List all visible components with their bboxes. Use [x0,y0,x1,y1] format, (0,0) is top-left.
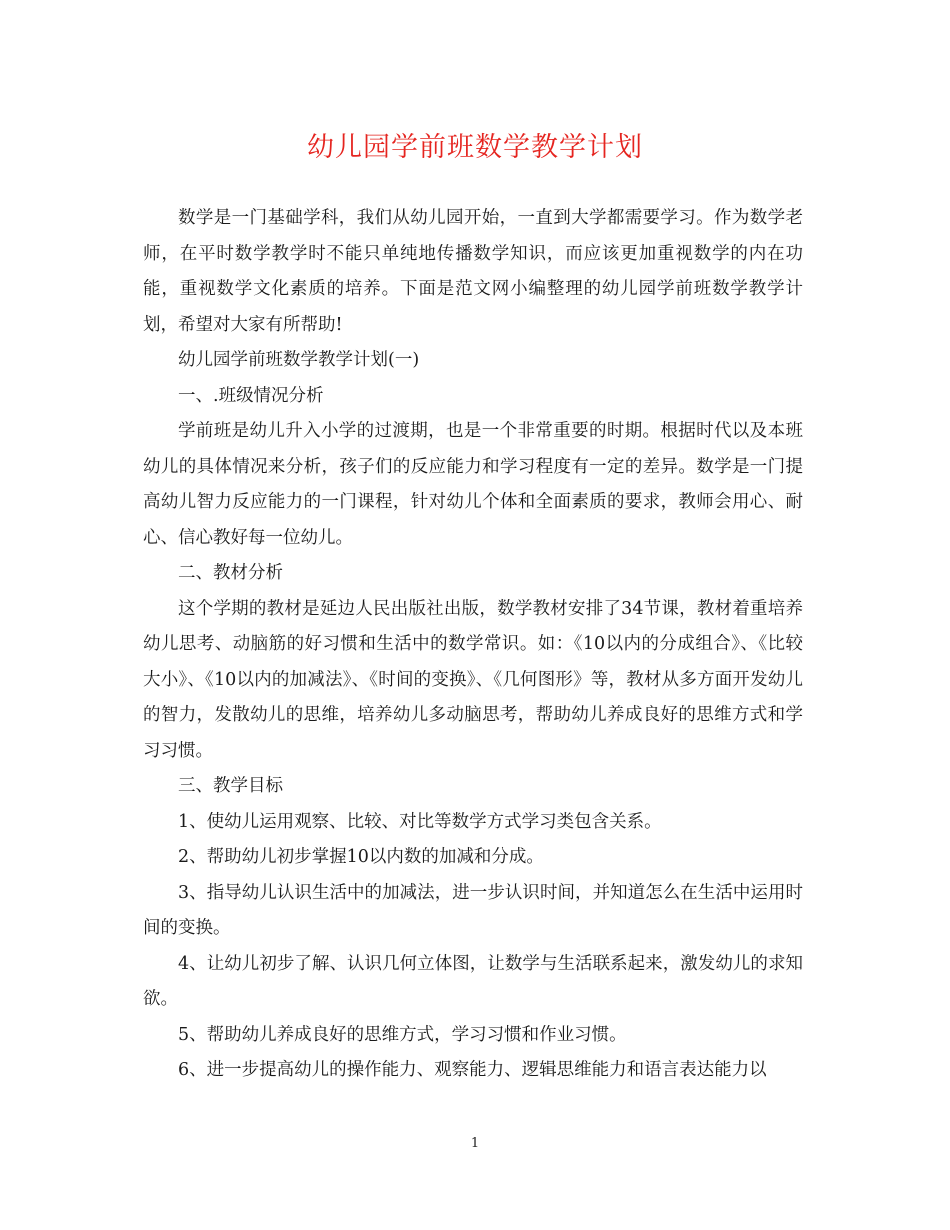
goal-item-5: 5、帮助幼儿养成良好的思维方式，学习习惯和作业习惯。 [178,1024,627,1045]
section-heading-teaching-goals: 三、教学目标 [178,776,283,796]
document-title: 幼儿园学前班数学教学计划 [307,132,643,163]
goal-item-6: 6、进一步提高幼儿的操作能力、观察能力、逻辑思维能力和语言表达能力以 [178,1060,767,1080]
intro-paragraph: 数学是一门基础学科，我们从幼儿园开始，一直到大学都需要学习。作为数学老师，在平时数学教学时不能只单纯地传播数学知识，而应该更加重视数学的内在功能，重视数学文化素质的培养。下面是范文网小编整理的幼儿园学前班数学教学计划，希望对大家有所帮助! [143,208,803,335]
goal-item-3: 3、指导幼儿认识生活中的加减法，进一步认识时间，并知道怎么在生活中运用时间的变换。 [143,882,803,938]
section-heading-class-analysis: 一、.班级情况分析 [178,385,324,406]
page-number: 1 [470,1136,480,1151]
textbook-analysis-paragraph: 这个学期的教材是延边人民出版社出版，数学教材安排了34节课，教材着重培养幼儿思考、动脑筋的好习惯和生活中的数学常识。如：《10以内的分成组合》、《比较大小》、《10以内的加减法》、《时间的变换》、《几何图形》等，教材从多方面开发幼儿的智力，发散幼儿的思维，培养幼儿多动脑思考，帮助幼儿养成良好的思维方式和学习习惯。 [143,598,803,761]
class-analysis-paragraph: 学前班是幼儿升入小学的过渡期，也是一个非常重要的时期。根据时代以及本班幼儿的具体情况来分析，孩子们的反应能力和学习程度有一定的差异。数学是一门提高幼儿智力反应能力的一门课程，针对幼儿个体和全面素质的要求，教师会用心、耐心、信心教好每一位幼儿。 [143,421,803,548]
goal-item-2: 2、帮助幼儿初步掌握10以内数的加减和分成。 [178,847,544,867]
document-body [143,201,803,1089]
goal-item-1: 1、使幼儿运用观察、比较、对比等数学方式学习类包含关系。 [178,811,662,832]
goal-item-4: 4、让幼儿初步了解、认识几何立体图，让数学与生活联系起来，激发幼儿的求知欲。 [143,953,803,1009]
section-heading-textbook-analysis: 二、教材分析 [178,563,283,583]
section-heading-plan-one: 幼儿园学前班数学教学计划(一) [178,350,420,370]
